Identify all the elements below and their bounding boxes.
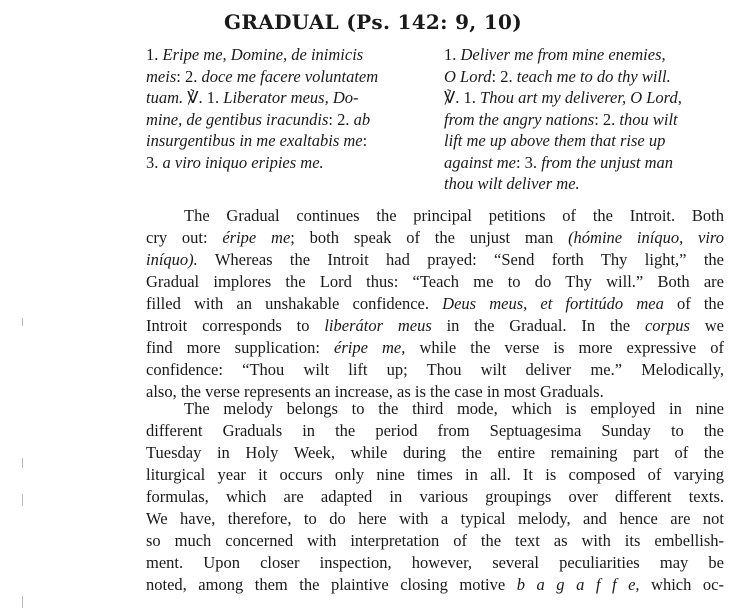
text-run: so much concerned with interpretation of the text as with its embellish- [146, 531, 724, 550]
verse-number: : 3. [515, 152, 542, 172]
column-line [146, 152, 428, 174]
italic-text: corpus [644, 316, 690, 335]
italic-text: Thou art my deliverer, O Lord, [480, 88, 682, 107]
italic-text: Eripe me, Domine, de inimicis [162, 45, 364, 64]
text-run: Gradual implores the Lord thus: “Teach me to do Thy will.” Both are [146, 272, 724, 291]
text-line [146, 337, 724, 359]
text-line [146, 486, 724, 508]
paragraph-gradual-petitions [146, 205, 724, 403]
text-line [146, 442, 724, 464]
italic-text: (hómine iníquo, viro [568, 228, 724, 247]
margin-mark [22, 494, 23, 506]
italic-text: mine, de gentibus iracundis [146, 109, 329, 129]
italic-text: liberátor meus [324, 316, 432, 335]
text-run: Whereas the Introit had prayed: “Send forth Thy light,” the [197, 250, 724, 269]
text-line [146, 205, 724, 227]
italic-text: doce me facere voluntatem [201, 66, 379, 86]
text-run: noted, among them the plaintive closing motive [146, 575, 517, 594]
text-run: in the Gradual. In the [431, 316, 645, 335]
text-run: ment. Upon closer inspection, however, several peculiarities may be [146, 553, 724, 572]
verse-number: 3. [146, 152, 163, 172]
margin-mark [22, 458, 23, 468]
italic-text: ab [353, 109, 371, 129]
italic-text: insurgentibus in me exaltabis me [146, 131, 363, 150]
text-line [146, 315, 724, 337]
verse-number: : 2. [491, 66, 517, 86]
text-line [146, 249, 724, 271]
text-run: of the [663, 294, 725, 313]
verse-number: ℣. 1. [183, 88, 224, 107]
text-line [146, 574, 724, 596]
text-line [146, 464, 724, 486]
text-run: The Gradual continues the principal petitions of the Introit. Both [184, 206, 724, 225]
text-run: formulas, which are adapted in various groupings over different texts. [146, 487, 724, 506]
text-line [146, 293, 724, 315]
column-line [146, 44, 428, 66]
english-translation-column [444, 44, 726, 195]
text-run: liturgical year it occurs only nine times in all. It is composed of varying [146, 465, 724, 484]
italic-text: thou wilt deliver me. [444, 174, 580, 193]
text-line [146, 530, 724, 552]
italic-text: éripe me, [334, 338, 406, 357]
paragraph-melody-mode [146, 398, 724, 596]
column-line [444, 44, 726, 66]
italic-text: a viro iniquo eripies me. [162, 152, 324, 172]
verse-number: : 2. [176, 66, 202, 86]
italic-text: meis [146, 66, 177, 86]
italic-text: from the angry nations [444, 109, 595, 129]
italic-text: b a g a f f e, [516, 575, 640, 594]
column-line [146, 66, 428, 88]
text-run: while the verse is more expressive of [405, 338, 724, 357]
text-run: confidence: “Thou wilt lift up; Thou wilt deliver me.” Melodically, [146, 360, 724, 379]
italic-text: thou wilt [619, 109, 678, 129]
column-line [146, 109, 428, 131]
text-run: which oc- [639, 575, 724, 594]
text-run: cry out: [146, 228, 223, 247]
column-line [444, 109, 726, 131]
column-line [444, 130, 726, 152]
text-line [146, 227, 724, 249]
italic-text: O Lord [444, 66, 492, 86]
text-line [146, 420, 724, 442]
latin-text-column [146, 44, 428, 173]
italic-text: teach me to do thy will. [516, 66, 671, 86]
text-line [146, 398, 724, 420]
margin-mark [22, 318, 23, 326]
text-run: The melody belongs to the third mode, which is employed in nine [184, 399, 724, 418]
text-run: Tuesday in Holy Week, while during the entire remaining part of the [146, 443, 724, 462]
text-line [146, 271, 724, 293]
verse-number: : 2. [328, 109, 354, 129]
heading-label: GRADUAL [223, 10, 340, 34]
text-run: We have, therefore, to do here with a typical melody, and hence are not [146, 509, 724, 528]
italic-text: éripe me [222, 228, 291, 247]
column-line [146, 87, 428, 109]
italic-text: Deliver me from mine enemies, [460, 45, 666, 64]
italic-text: iníquo). [146, 250, 198, 269]
text-run: find more supplication: [146, 338, 335, 357]
text-run: different Graduals in the period from Septuagesima Sunday to the [146, 421, 724, 440]
verse-number: : 2. [594, 109, 620, 129]
verse-number: : [362, 131, 368, 150]
text-run: filled with an unshakable confidence. [146, 294, 443, 313]
verse-number: 1. [444, 45, 461, 64]
text-run: we [689, 316, 724, 335]
column-line [146, 130, 428, 152]
text-line [146, 359, 724, 381]
text-run: ; both speak of the unjust man [290, 228, 569, 247]
verse-number: ℣. 1. [444, 88, 481, 107]
italic-text: against me [444, 152, 516, 172]
verse-number: 1. [146, 45, 163, 64]
text-line [146, 508, 724, 530]
text-line [146, 552, 724, 574]
italic-text: lift me up above them that rise up [444, 131, 666, 150]
italic-text: Deus meus, et fortitúdo mea [442, 294, 664, 313]
heading-reference: (Ps. 142: 9, 10) [346, 10, 523, 34]
margin-mark [22, 596, 23, 608]
text-run: also, the verse represents an increase, as is the case in most Graduals. [146, 382, 604, 401]
italic-text: Liberator meus, Do- [223, 88, 359, 107]
column-line [444, 87, 726, 109]
column-line [444, 66, 726, 88]
italic-text: tuam. [146, 88, 184, 107]
text-run: Introit corresponds to [146, 316, 325, 335]
italic-text: from the unjust man [541, 152, 674, 172]
column-line [444, 173, 726, 195]
column-line [444, 152, 726, 174]
section-heading [0, 10, 746, 34]
